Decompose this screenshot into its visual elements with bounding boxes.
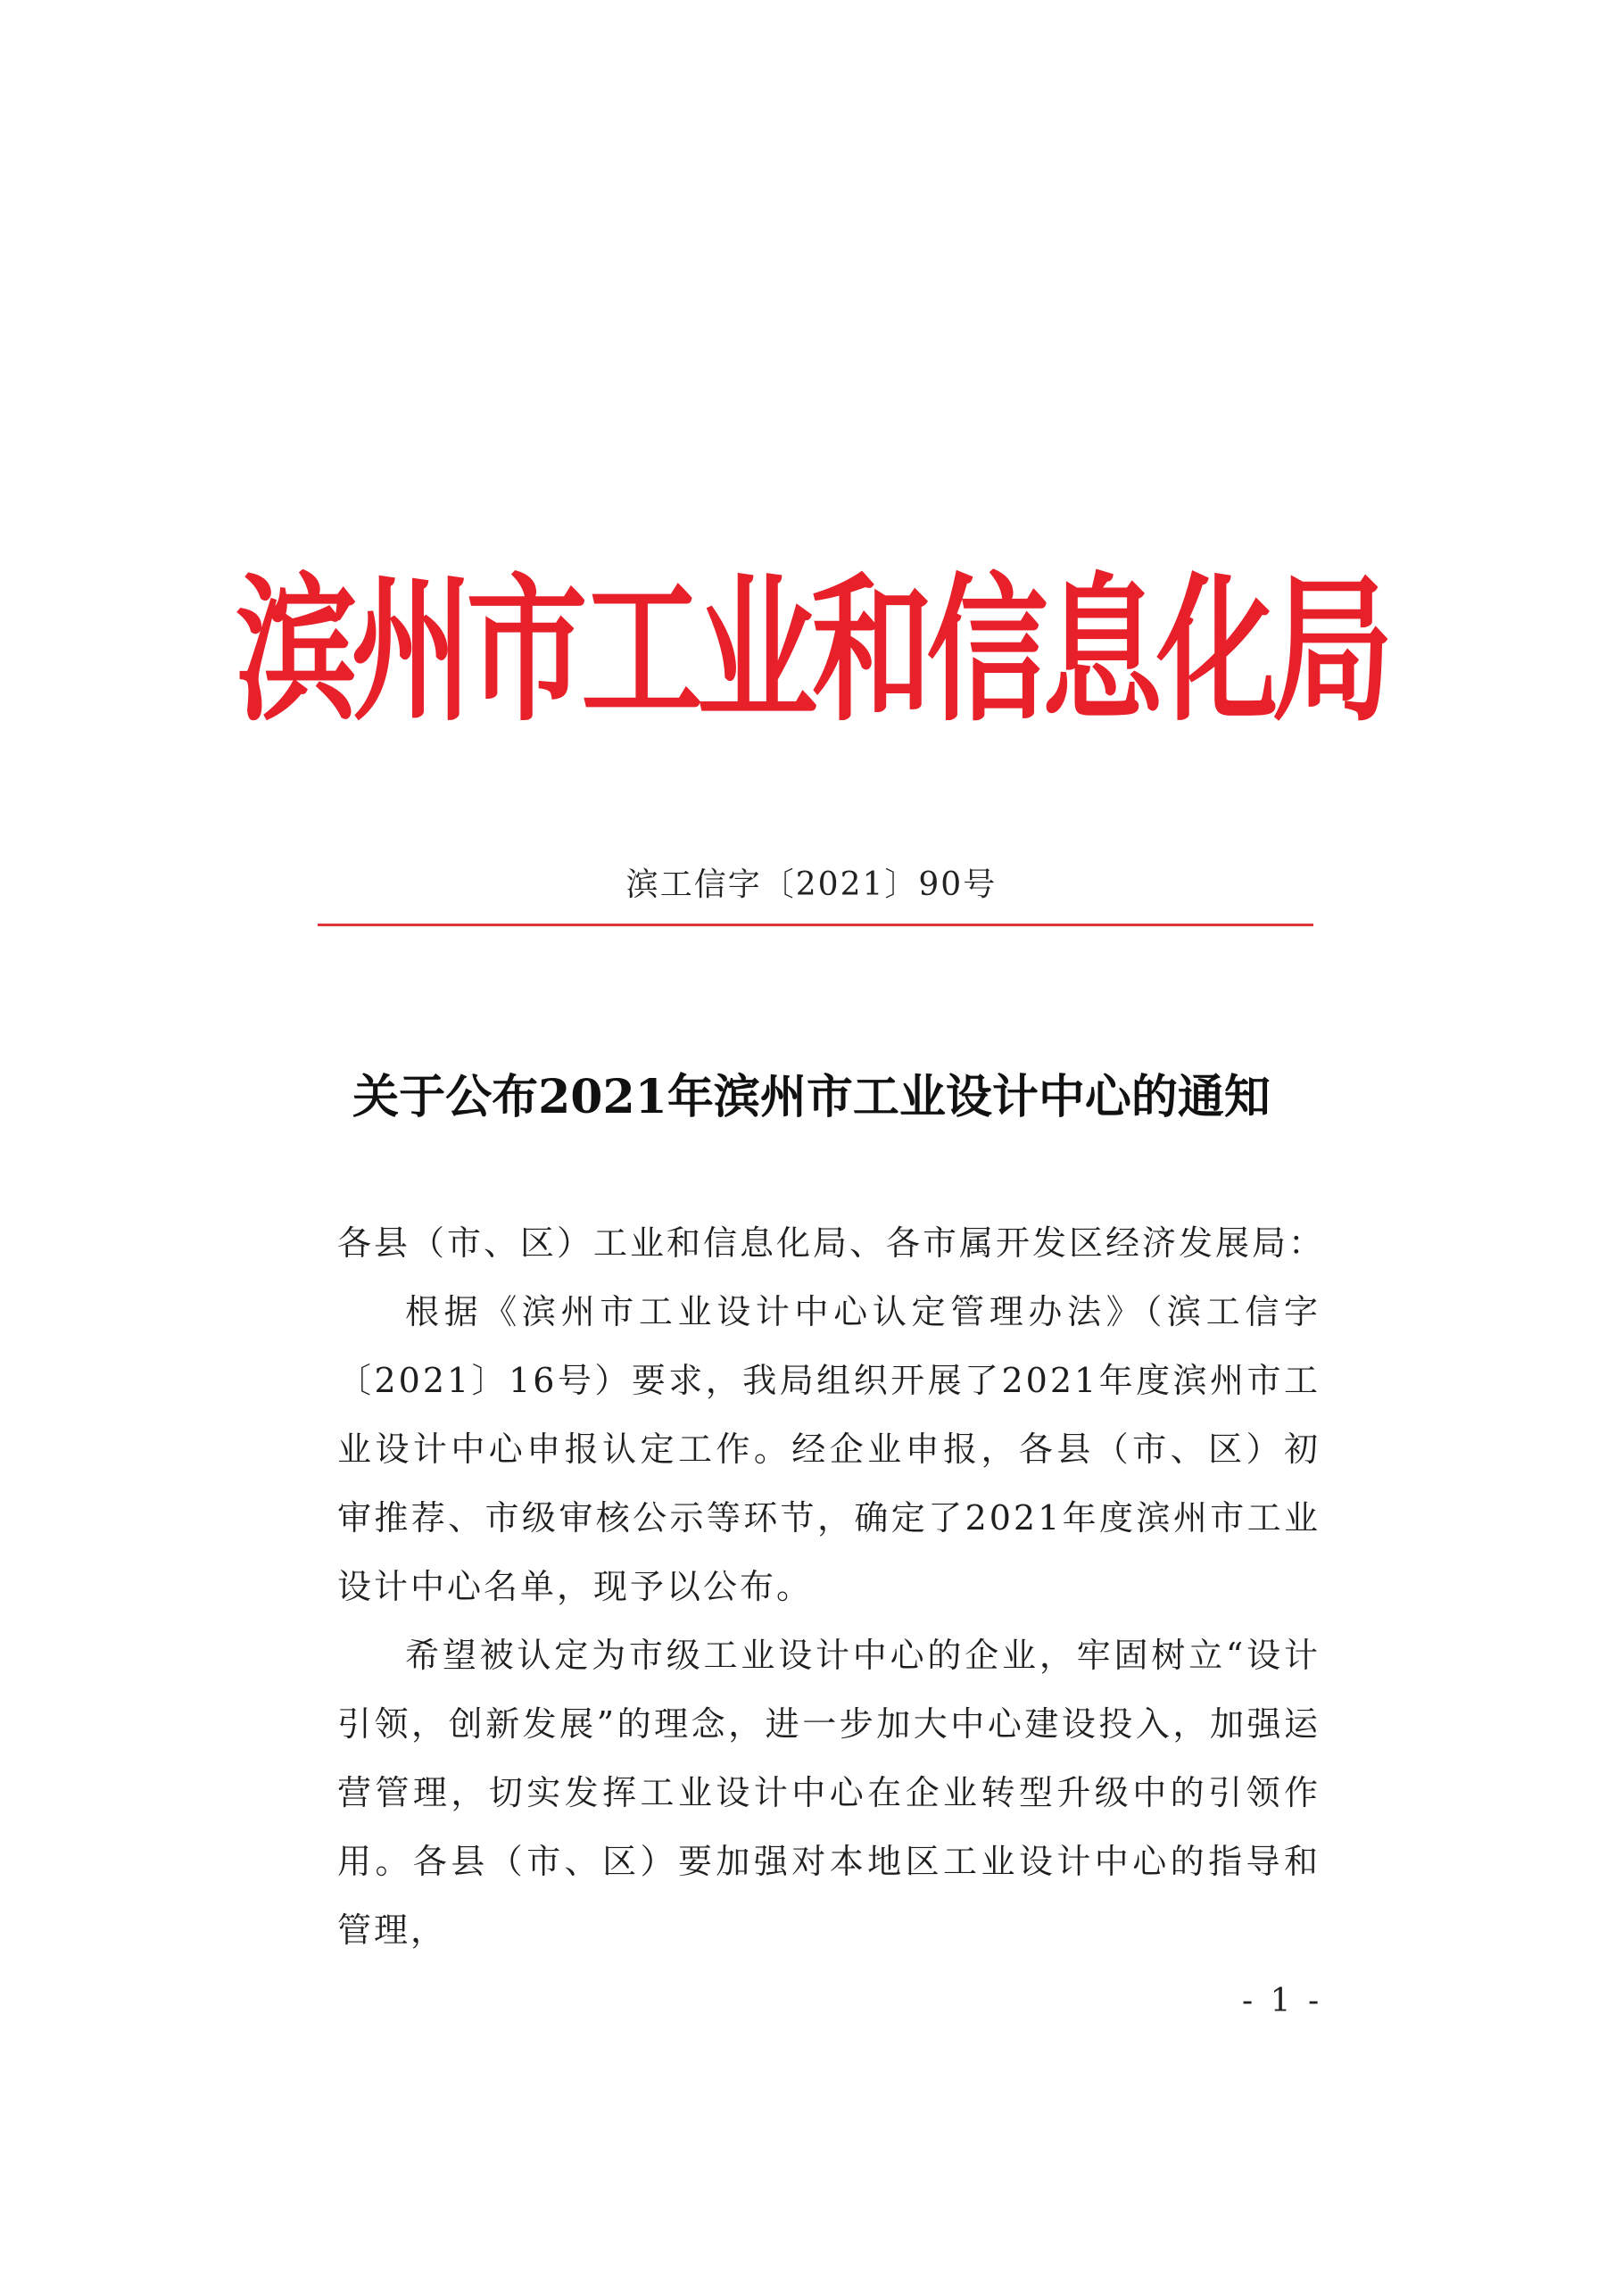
notice-paragraph: 希望被认定为市级工业设计中心的企业，牢固树立“设计引领，创新发展”的理念，进一步加大中心建设投入，加强运营管理，切实发挥工业设计中心在企业转型升级中的引领作用。各县（市、区）要加强对本地区工业设计中心的指导和管理， bbox=[337, 1636, 1321, 1950]
notice-title: 关于公布2021年滨州市工业设计中心的通知 bbox=[352, 1070, 1271, 1124]
red-divider-line bbox=[318, 924, 1313, 926]
masthead-title: 滨州市工业和信息化局 bbox=[236, 559, 1387, 744]
document-number: 滨工信字〔2021〕90号 bbox=[625, 866, 998, 903]
notice-body bbox=[337, 1209, 1326, 1965]
notice-salutation: 各县（市、区）工业和信息化局、各市属开发区经济发展局： bbox=[337, 1223, 1326, 1263]
notice-paragraph: 根据《滨州市工业设计中心认定管理办法》（滨工信字〔2021〕16号）要求，我局组织开展了2021年度滨州市工业设计中心申报认定工作。经企业申报，各县（市、区）初审推荐、市级审核公示等环节，确定了2021年度滨州市工业设计中心名单，现予以公布。 bbox=[337, 1292, 1321, 1606]
page-number: - 1 - bbox=[1242, 1983, 1323, 2019]
